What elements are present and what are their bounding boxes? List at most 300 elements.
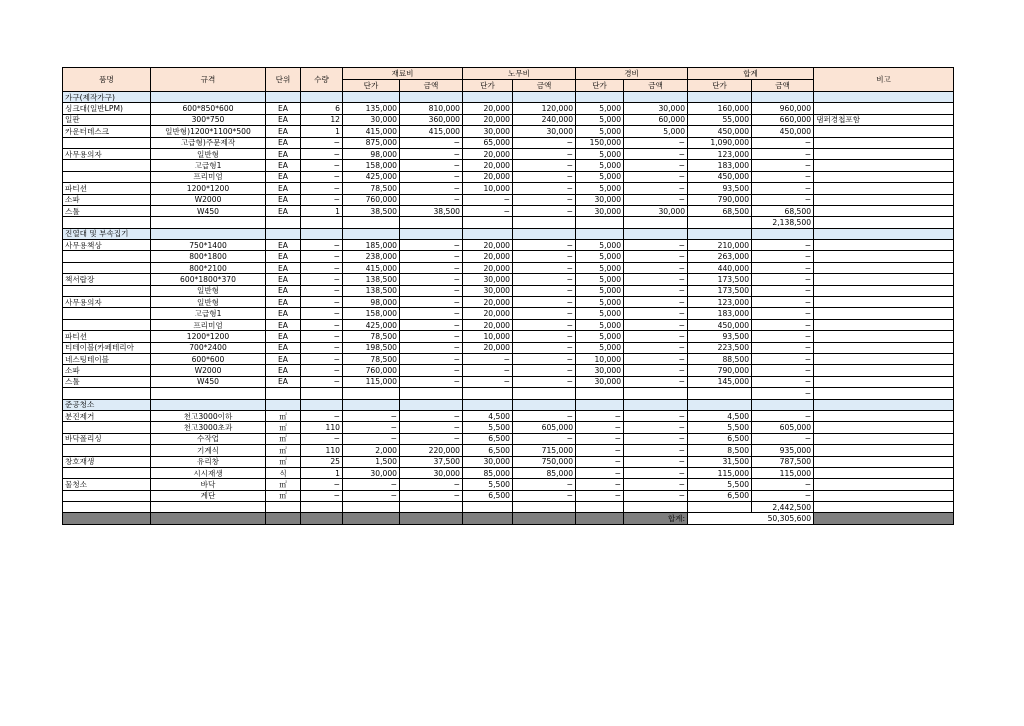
cell-labor-amount: −: [513, 194, 576, 205]
table-row: [63, 308, 954, 319]
cell-material-amount: −: [400, 148, 463, 159]
subtotal-value: 2,442,500: [752, 502, 814, 513]
cell-note: [814, 456, 954, 467]
cell-material-amount: −: [400, 376, 463, 387]
section-cell: [400, 399, 463, 410]
cell-material-amount: 220,000: [400, 445, 463, 456]
cell-spec: 천고3000초과: [151, 422, 266, 433]
empty-cell: [266, 502, 301, 513]
cell-labor-amount: −: [513, 262, 576, 273]
cell-expense-amount: −: [624, 456, 688, 467]
cell-note: [814, 445, 954, 456]
cell-expense-unit-price: 5,000: [576, 285, 624, 296]
empty-cell: [463, 217, 513, 228]
cell-unit: ㎡: [266, 433, 301, 444]
cell-sum-amount: −: [752, 319, 814, 330]
cell-unit: EA: [266, 148, 301, 159]
section-title: 준공청소: [63, 399, 151, 410]
cell-item: [63, 467, 151, 478]
cell-note: [814, 376, 954, 387]
cell-expense-amount: 30,000: [624, 103, 688, 114]
cell-spec: 600*600: [151, 353, 266, 364]
cell-material-unit-price: 760,000: [343, 365, 400, 376]
empty-cell: [301, 502, 343, 513]
empty-cell: [63, 388, 151, 399]
table-row: [63, 331, 954, 342]
cell-labor-amount: −: [513, 376, 576, 387]
cell-material-unit-price: 98,000: [343, 297, 400, 308]
empty-cell: [63, 217, 151, 228]
table-row: [63, 365, 954, 376]
cell-sum-unit-price: 115,000: [688, 467, 752, 478]
cell-labor-unit-price: −: [463, 376, 513, 387]
cell-item: 싱크대(일반LPM): [63, 103, 151, 114]
cell-sum-amount: −: [752, 160, 814, 171]
cell-expense-unit-price: −: [576, 467, 624, 478]
cell-spec: W2000: [151, 194, 266, 205]
cell-note: [814, 262, 954, 273]
empty-cell: [463, 502, 513, 513]
cell-sum-amount: −: [752, 376, 814, 387]
cell-material-amount: 37,500: [400, 456, 463, 467]
cell-spec: 천고3000이하: [151, 410, 266, 421]
section-cell: [624, 399, 688, 410]
cell-item: 소파: [63, 194, 151, 205]
cell-expense-amount: 60,000: [624, 114, 688, 125]
cell-labor-amount: −: [513, 308, 576, 319]
cell-expense-unit-price: −: [576, 433, 624, 444]
cell-note: [814, 353, 954, 364]
cell-labor-unit-price: 20,000: [463, 103, 513, 114]
table-row: [63, 194, 954, 205]
cell-expense-amount: −: [624, 467, 688, 478]
cell-labor-unit-price: 10,000: [463, 183, 513, 194]
cell-material-unit-price: 1,500: [343, 456, 400, 467]
header-amount: 금액: [624, 80, 688, 92]
cell-material-amount: −: [400, 251, 463, 262]
cell-labor-unit-price: 5,500: [463, 422, 513, 433]
cell-note: [814, 240, 954, 251]
cell-material-amount: −: [400, 410, 463, 421]
cell-expense-amount: −: [624, 422, 688, 433]
cell-labor-amount: 715,000: [513, 445, 576, 456]
cell-expense-unit-price: −: [576, 490, 624, 501]
cell-spec: 800*1800: [151, 251, 266, 262]
cell-unit: EA: [266, 251, 301, 262]
cell-material-unit-price: 138,500: [343, 285, 400, 296]
table-row: [63, 445, 954, 456]
total-filler-cell: [151, 513, 266, 524]
cell-labor-amount: −: [513, 274, 576, 285]
header-expense: 경비: [576, 68, 688, 80]
total-filler-cell: [63, 513, 151, 524]
cell-qty: −: [301, 410, 343, 421]
empty-cell: [576, 502, 624, 513]
cell-note: [814, 171, 954, 182]
cell-material-amount: −: [400, 342, 463, 353]
cell-spec: W450: [151, 205, 266, 216]
cell-note: [814, 433, 954, 444]
cell-note: [814, 410, 954, 421]
empty-cell: [688, 388, 752, 399]
cell-item: 물청소: [63, 479, 151, 490]
cell-sum-unit-price: 183,000: [688, 308, 752, 319]
cell-expense-amount: −: [624, 194, 688, 205]
section-cell: [688, 92, 752, 103]
table-row: [63, 251, 954, 262]
section-cell: [301, 92, 343, 103]
section-cell: [151, 92, 266, 103]
empty-cell: [151, 217, 266, 228]
cell-expense-unit-price: −: [576, 422, 624, 433]
cell-material-unit-price: 185,000: [343, 240, 400, 251]
empty-cell: [266, 217, 301, 228]
cell-unit: EA: [266, 365, 301, 376]
cell-material-amount: −: [400, 353, 463, 364]
cell-sum-amount: −: [752, 353, 814, 364]
cell-sum-amount: 787,500: [752, 456, 814, 467]
cell-item: [63, 171, 151, 182]
cell-sum-amount: −: [752, 433, 814, 444]
cell-qty: 6: [301, 103, 343, 114]
cell-material-amount: −: [400, 137, 463, 148]
cell-qty: −: [301, 251, 343, 262]
cell-sum-unit-price: 145,000: [688, 376, 752, 387]
cell-sum-amount: 68,500: [752, 205, 814, 216]
cell-unit: EA: [266, 262, 301, 273]
cell-unit: EA: [266, 103, 301, 114]
cell-labor-amount: −: [513, 297, 576, 308]
subtotal-row: [63, 388, 954, 399]
cell-labor-unit-price: 30,000: [463, 274, 513, 285]
cell-sum-unit-price: 790,000: [688, 365, 752, 376]
cell-material-amount: 360,000: [400, 114, 463, 125]
cell-sum-unit-price: 183,000: [688, 160, 752, 171]
section-cell: [343, 399, 400, 410]
cell-spec: 바닥: [151, 479, 266, 490]
cell-material-unit-price: 238,000: [343, 251, 400, 262]
table-header: [63, 68, 954, 92]
cell-spec: 일반형)1200*1100*500: [151, 126, 266, 137]
cell-unit: ㎡: [266, 479, 301, 490]
cell-unit: EA: [266, 376, 301, 387]
section-cell: [814, 399, 954, 410]
cell-sum-unit-price: 5,500: [688, 479, 752, 490]
cell-expense-amount: −: [624, 262, 688, 273]
cell-expense-amount: −: [624, 479, 688, 490]
cell-qty: −: [301, 262, 343, 273]
cell-material-unit-price: 425,000: [343, 319, 400, 330]
cell-expense-amount: −: [624, 490, 688, 501]
cell-expense-unit-price: 5,000: [576, 114, 624, 125]
cell-spec: W2000: [151, 365, 266, 376]
cell-expense-amount: −: [624, 183, 688, 194]
cell-material-unit-price: 415,000: [343, 126, 400, 137]
table-row: [63, 319, 954, 330]
cell-note: [814, 297, 954, 308]
cell-sum-amount: 960,000: [752, 103, 814, 114]
empty-cell: [63, 502, 151, 513]
cell-material-amount: −: [400, 433, 463, 444]
cell-note: [814, 183, 954, 194]
cell-unit: EA: [266, 240, 301, 251]
cell-labor-amount: 120,000: [513, 103, 576, 114]
header-note: 비고: [814, 68, 954, 92]
cell-material-unit-price: −: [343, 433, 400, 444]
section-cell: [752, 228, 814, 239]
empty-cell: [463, 388, 513, 399]
cell-material-amount: −: [400, 422, 463, 433]
cell-item: [63, 137, 151, 148]
cell-unit: EA: [266, 183, 301, 194]
empty-cell: [624, 502, 688, 513]
empty-cell: [513, 502, 576, 513]
cell-expense-amount: −: [624, 285, 688, 296]
cell-sum-amount: −: [752, 148, 814, 159]
cell-material-unit-price: 115,000: [343, 376, 400, 387]
cell-item: 바닥폴리싱: [63, 433, 151, 444]
section-cell: [576, 92, 624, 103]
table-row: [63, 410, 954, 421]
cell-qty: 1: [301, 467, 343, 478]
cell-expense-unit-price: −: [576, 479, 624, 490]
cell-labor-amount: −: [513, 410, 576, 421]
cell-expense-unit-price: 30,000: [576, 376, 624, 387]
cell-item: [63, 422, 151, 433]
cell-sum-amount: −: [752, 262, 814, 273]
cell-sum-amount: −: [752, 490, 814, 501]
cell-spec: 프리미엄: [151, 171, 266, 182]
cell-labor-unit-price: 85,000: [463, 467, 513, 478]
cell-sum-unit-price: 263,000: [688, 251, 752, 262]
cell-material-amount: 38,500: [400, 205, 463, 216]
cell-sum-unit-price: 6,500: [688, 433, 752, 444]
table-row: [63, 342, 954, 353]
cell-expense-amount: −: [624, 445, 688, 456]
cell-expense-amount: −: [624, 251, 688, 262]
table-row: [63, 490, 954, 501]
cell-material-amount: −: [400, 240, 463, 251]
cell-expense-amount: −: [624, 433, 688, 444]
cell-material-unit-price: 30,000: [343, 467, 400, 478]
cell-unit: EA: [266, 205, 301, 216]
cell-qty: −: [301, 319, 343, 330]
cell-unit: EA: [266, 274, 301, 285]
empty-cell: [343, 502, 400, 513]
total-filler-cell: [463, 513, 513, 524]
cell-sum-unit-price: 88,500: [688, 353, 752, 364]
cell-expense-unit-price: 5,000: [576, 251, 624, 262]
cell-labor-unit-price: 20,000: [463, 240, 513, 251]
cell-sum-unit-price: 55,000: [688, 114, 752, 125]
cell-qty: −: [301, 479, 343, 490]
cell-spec: 1200*1200: [151, 331, 266, 342]
section-cell: [343, 228, 400, 239]
section-cell: [513, 92, 576, 103]
cell-qty: −: [301, 490, 343, 501]
cell-qty: 110: [301, 445, 343, 456]
cell-expense-unit-price: 5,000: [576, 319, 624, 330]
cell-spec: 수작업: [151, 433, 266, 444]
cell-note: [814, 319, 954, 330]
section-cell: [513, 228, 576, 239]
cell-qty: 25: [301, 456, 343, 467]
section-cell: [463, 228, 513, 239]
cell-unit: EA: [266, 353, 301, 364]
cell-labor-amount: −: [513, 137, 576, 148]
cell-sum-amount: −: [752, 285, 814, 296]
cell-unit: 식: [266, 467, 301, 478]
cell-expense-unit-price: 5,000: [576, 342, 624, 353]
cell-expense-unit-price: 5,000: [576, 148, 624, 159]
subtotal-value: −: [752, 388, 814, 399]
section-cell: [463, 92, 513, 103]
table-row: [63, 274, 954, 285]
cell-item: 분진제거: [63, 410, 151, 421]
cell-note: [814, 490, 954, 501]
empty-cell: [814, 217, 954, 228]
cell-item: 카운터데스크: [63, 126, 151, 137]
cell-item: 소파: [63, 365, 151, 376]
cell-labor-unit-price: 65,000: [463, 137, 513, 148]
cell-qty: 1: [301, 126, 343, 137]
cell-material-unit-price: 425,000: [343, 171, 400, 182]
table-row: [63, 422, 954, 433]
cell-expense-amount: −: [624, 342, 688, 353]
section-title: 진열대 및 부속집기: [63, 228, 151, 239]
cell-material-amount: −: [400, 490, 463, 501]
section-cell: [266, 92, 301, 103]
header-amount: 금액: [752, 80, 814, 92]
cell-labor-unit-price: 6,500: [463, 433, 513, 444]
cell-spec: 일반형: [151, 285, 266, 296]
cell-labor-unit-price: 20,000: [463, 160, 513, 171]
cell-expense-unit-price: 30,000: [576, 194, 624, 205]
grand-total-row: [63, 513, 954, 524]
total-filler-cell: [343, 513, 400, 524]
section-cell: [513, 399, 576, 410]
cell-labor-unit-price: 20,000: [463, 114, 513, 125]
section-title: 가구(제작가구): [63, 92, 151, 103]
table-row: [63, 376, 954, 387]
table-row: [63, 103, 954, 114]
table-row: [63, 183, 954, 194]
estimate-table: [62, 67, 954, 525]
cell-unit: EA: [266, 171, 301, 182]
cell-sum-unit-price: 173,500: [688, 274, 752, 285]
cell-spec: W450: [151, 376, 266, 387]
header-amount: 금액: [513, 80, 576, 92]
section-cell: [266, 399, 301, 410]
total-filler-cell: [513, 513, 576, 524]
cell-qty: −: [301, 171, 343, 182]
section-cell: [301, 228, 343, 239]
cell-spec: 계단: [151, 490, 266, 501]
cell-material-amount: −: [400, 331, 463, 342]
cell-qty: −: [301, 183, 343, 194]
cell-material-unit-price: 2,000: [343, 445, 400, 456]
cell-qty: −: [301, 308, 343, 319]
cell-unit: EA: [266, 308, 301, 319]
cell-labor-amount: −: [513, 171, 576, 182]
cell-expense-amount: 5,000: [624, 126, 688, 137]
cell-expense-amount: −: [624, 148, 688, 159]
cell-sum-unit-price: 173,500: [688, 285, 752, 296]
cell-spec: 프리미엄: [151, 319, 266, 330]
cell-labor-unit-price: 30,000: [463, 456, 513, 467]
cell-sum-amount: −: [752, 194, 814, 205]
cell-labor-amount: −: [513, 285, 576, 296]
header-unit-price: 단가: [688, 80, 752, 92]
cell-expense-amount: 30,000: [624, 205, 688, 216]
cell-item: 티테이블(카페테리아: [63, 342, 151, 353]
cell-sum-unit-price: 450,000: [688, 126, 752, 137]
cell-spec: 1200*1200: [151, 183, 266, 194]
cell-unit: ㎡: [266, 456, 301, 467]
cell-qty: −: [301, 285, 343, 296]
cell-labor-unit-price: 10,000: [463, 331, 513, 342]
section-cell: [151, 399, 266, 410]
total-filler-cell: [266, 513, 301, 524]
table-row: [63, 148, 954, 159]
cell-unit: EA: [266, 331, 301, 342]
cell-sum-unit-price: 31,500: [688, 456, 752, 467]
table-row: [63, 456, 954, 467]
cell-labor-amount: −: [513, 365, 576, 376]
grand-total-value: 50,305,600: [688, 513, 814, 524]
cell-unit: ㎡: [266, 445, 301, 456]
cell-material-amount: 810,000: [400, 103, 463, 114]
cell-material-amount: −: [400, 319, 463, 330]
cell-item: 사무용의자: [63, 148, 151, 159]
section-cell: [463, 399, 513, 410]
cell-labor-unit-price: 20,000: [463, 148, 513, 159]
empty-cell: [400, 502, 463, 513]
cell-note: [814, 274, 954, 285]
cell-expense-unit-price: 5,000: [576, 160, 624, 171]
cell-labor-amount: −: [513, 479, 576, 490]
cell-labor-unit-price: 20,000: [463, 342, 513, 353]
cell-expense-unit-price: 30,000: [576, 205, 624, 216]
section-cell: [688, 228, 752, 239]
cell-labor-amount: −: [513, 183, 576, 194]
cell-sum-amount: −: [752, 183, 814, 194]
cell-qty: −: [301, 342, 343, 353]
empty-cell: [688, 502, 752, 513]
cell-labor-unit-price: 20,000: [463, 251, 513, 262]
cell-sum-unit-price: 790,000: [688, 194, 752, 205]
cell-expense-unit-price: 5,000: [576, 331, 624, 342]
empty-cell: [513, 388, 576, 399]
cell-sum-unit-price: 450,000: [688, 171, 752, 182]
cell-unit: ㎡: [266, 410, 301, 421]
cell-qty: −: [301, 148, 343, 159]
section-row: [63, 92, 954, 103]
cell-qty: −: [301, 297, 343, 308]
section-cell: [624, 92, 688, 103]
cell-note: [814, 103, 954, 114]
cell-sum-unit-price: 440,000: [688, 262, 752, 273]
cell-expense-amount: −: [624, 274, 688, 285]
section-cell: [400, 228, 463, 239]
cell-item: 스툴: [63, 376, 151, 387]
cell-sum-amount: −: [752, 297, 814, 308]
cell-note: [814, 251, 954, 262]
cell-labor-amount: −: [513, 160, 576, 171]
cell-expense-amount: −: [624, 410, 688, 421]
cell-material-unit-price: 198,500: [343, 342, 400, 353]
section-cell: [301, 399, 343, 410]
